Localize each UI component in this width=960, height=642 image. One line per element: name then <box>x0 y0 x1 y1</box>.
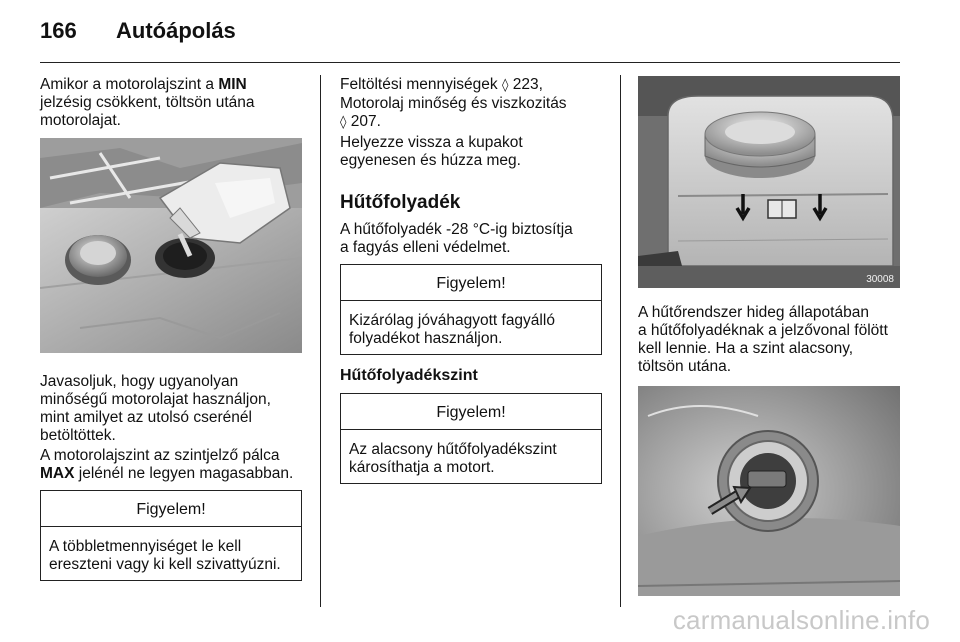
triangle-ref-icon: ◊ <box>501 78 509 93</box>
replace-cap-paragraph: Helyezze vissza a kupakot egyenesen és húzza meg. <box>340 134 523 169</box>
warning-box-excess-oil <box>40 490 302 581</box>
max-level-paragraph: A motorolajszint az szintjelző pálca MAX jelénél ne legyen magasabban. <box>40 447 294 482</box>
warning-box-antifreeze <box>340 264 602 355</box>
column-divider-left <box>320 75 321 607</box>
capacity-reference-paragraph: Feltöltési mennyiségek ◊ 223, Motorolaj minőség és viszkozitás ◊ 207. <box>340 76 567 130</box>
warning-text: A többletmennyiséget le kell ereszteni vagy ki kell szivattyúzni. <box>49 538 281 573</box>
warning-text: Az alacsony hűtőfolyadékszint károsíthatja a motort. <box>349 441 557 476</box>
warning-title: Figyelem! <box>341 265 601 301</box>
coolant-level-paragraph: A hűtőrendszer hideg állapotában a hűtőfolyadéknak a jelzővonal fölött kell lennie. Ha a szint alacsony, töltsön utána. <box>638 304 888 375</box>
warning-text: Kizárólag jóváhagyott fagyálló folyadékot használjon. <box>349 312 555 347</box>
intro-paragraph: Amikor a motorolajszint a MIN jelzésig csökkent, töltsön utána motorolajat. <box>40 76 255 129</box>
warning-title: Figyelem! <box>41 491 301 527</box>
warning-title: Figyelem! <box>341 394 601 430</box>
column-divider-right <box>620 75 621 607</box>
coolant-filler-photo <box>638 386 900 596</box>
recommendation-paragraph: Javasoljuk, hogy ugyanolyan minőségű motorolajat használjon, mint amilyet az utolsó cserénél betöltöttek. <box>40 373 271 444</box>
heading-coolant: Hűtőfolyadék <box>340 192 461 213</box>
header-rule <box>40 62 900 63</box>
warning-box-low-coolant <box>340 393 602 484</box>
page-number: 166 <box>40 18 77 43</box>
section-title: Autóápolás <box>116 18 236 43</box>
triangle-ref-icon: ◊ <box>340 115 347 130</box>
coolant-reservoir-photo <box>638 76 900 288</box>
watermark: carmanualsonline.info <box>672 605 930 635</box>
image-code: 30008 <box>866 274 894 285</box>
heading-coolant-level: Hűtőfolyadékszint <box>340 367 478 384</box>
oil-fill-photo <box>40 138 302 353</box>
coolant-paragraph: A hűtőfolyadék -28 °C-ig biztosítja a fagyás elleni védelmet. <box>340 221 573 256</box>
